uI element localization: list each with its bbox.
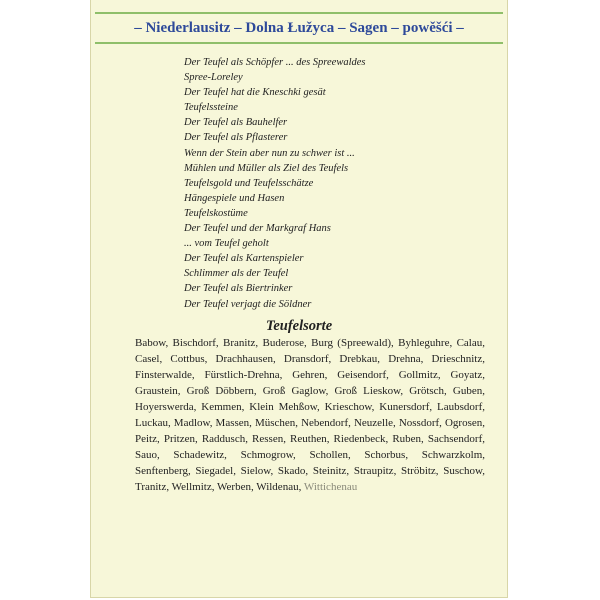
tale-item: Der Teufel verjagt die Söldner <box>184 298 312 310</box>
tale-item: Schlimmer als der Teufel <box>184 268 289 280</box>
places-faded-text: Wittichenau <box>303 481 358 493</box>
tale-item: Der Teufel als Biertrinker <box>184 283 293 295</box>
places-text: Babow, Bischdorf, Branitz, Buderose, Burg (Spreewald), Byhleguhre, Calau, Casel, Cottbus, Drachhausen, Dransdorf, Drebkau, Drehna, Drieschnitz, Finsterwalde, Fürstlich-Drehna, Gehren, Geisendorf, Gollmitz, Goyatz, Graustein, Groß Döbbern, Groß Gaglow, Groß Lieskow, Grötsch, Guben, Hoyerswerda, Kemmen, Klein Mehßow, Krieschow, Kunersdorf, Laubsdorf, Luckau, Madlow, Massen, Müschen, Nebendorf, Neuzelle, Nossdorf, Ogrosen, Peitz, Pritzen, Raddusch, Ressen, Reuthen, Riedenbeck, Ruben, Sachsendorf, Sauo, Schadewitz, Schmogrow, Schollen, Schorbus, Schwarzkolm, Senftenberg, Siegadel, Sielow, Skado, Steinitz, Straupitz, Ströbitz, Suschow, Tranitz, Wellmitz, Werben, Wildenau, <box>135 337 485 493</box>
tale-item: Spree-Loreley <box>184 72 243 84</box>
tale-item: Wenn der Stein aber nun zu schwer ist ... <box>184 147 355 159</box>
tale-item: Hängespiele und Hasen <box>184 192 285 204</box>
tale-item: Der Teufel als Schöpfer ... des Spreewaldes <box>184 57 366 68</box>
tale-item: ... vom Teufel geholt <box>184 238 269 250</box>
tale-list <box>184 55 366 312</box>
tale-item: Teufelsgold und Teufelsschätze <box>184 177 314 189</box>
tale-item: Der Teufel und der Markgraf Hans <box>184 223 331 235</box>
tale-item: Teufelskostüme <box>184 207 248 219</box>
tale-item: Der Teufel als Pflasterer <box>184 132 288 144</box>
section-title: Teufelsorte <box>265 318 333 334</box>
tale-item: Mühlen und Müller als Ziel des Teufels <box>184 162 349 174</box>
tale-item: Teufelssteine <box>184 102 238 114</box>
book-page <box>90 0 508 598</box>
tale-item: Der Teufel als Kartenspieler <box>184 253 304 265</box>
places-paragraph <box>135 335 485 495</box>
page-header: – Niederlausitz – Dolna Łužyca – Sagen – powěšći – <box>95 12 503 44</box>
tale-item: Der Teufel als Bauhelfer <box>184 117 288 129</box>
tale-item: Der Teufel hat die Kneschki gesät <box>184 87 326 99</box>
